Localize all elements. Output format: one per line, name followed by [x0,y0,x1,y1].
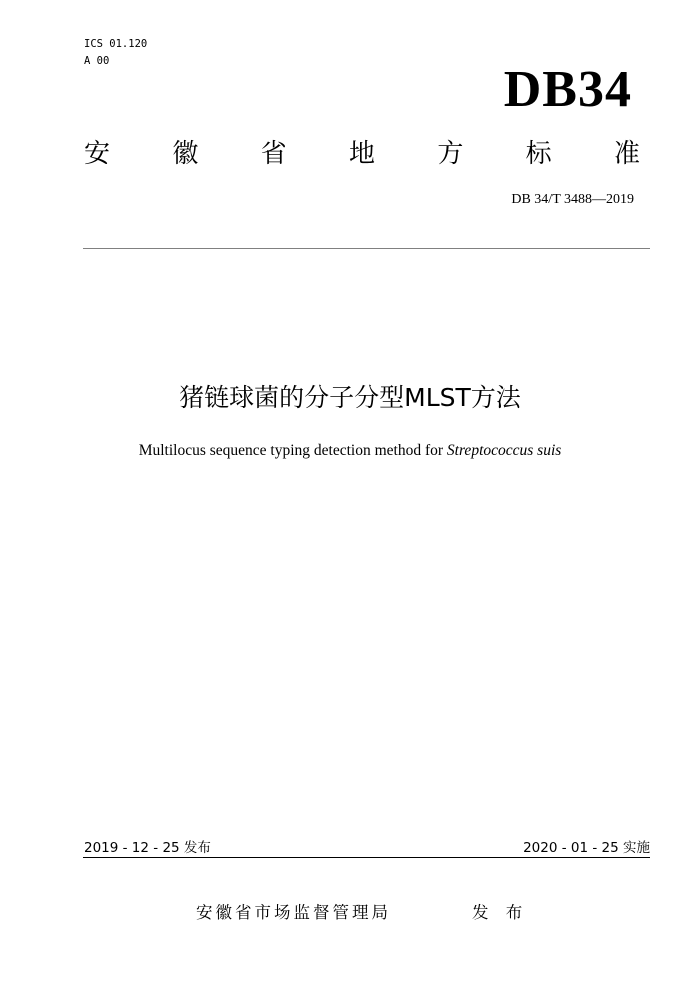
standard-number: DB 34/T 3488—2019 [511,192,634,207]
publish-label: 发 布 [472,903,529,922]
document-title-english [0,440,700,462]
issuer-title-char: 地 [348,139,375,169]
issuer-title-char: 省 [260,139,287,169]
english-title-species: Streptococcus suis [446,442,562,459]
english-title-prefix: Multilocus sequence typing detection method for [138,442,447,459]
issuer-title-char: 徽 [172,139,199,169]
effective-date: 2020 - 01 - 25 实施 [523,840,650,856]
ccs-code: A 00 [84,55,110,67]
issuer-title-char: 标 [525,139,552,169]
publisher-name: 安徽省市场监督管理局 [196,903,391,922]
ics-code: ICS 01.120 [84,38,148,50]
document-title-chinese: 猪链球菌的分子分型MLST方法 [179,383,521,412]
issuer-title [84,136,640,172]
footer-divider [83,857,650,858]
header-divider [83,248,650,249]
classification-codes [84,36,147,70]
issuer-title-char: 安 [84,139,111,169]
standard-logo: DB34 [503,61,632,118]
release-date: 2019 - 12 - 25 发布 [84,840,211,856]
issuer-title-char: 准 [613,139,640,169]
issuer-title-char: 方 [437,139,464,169]
